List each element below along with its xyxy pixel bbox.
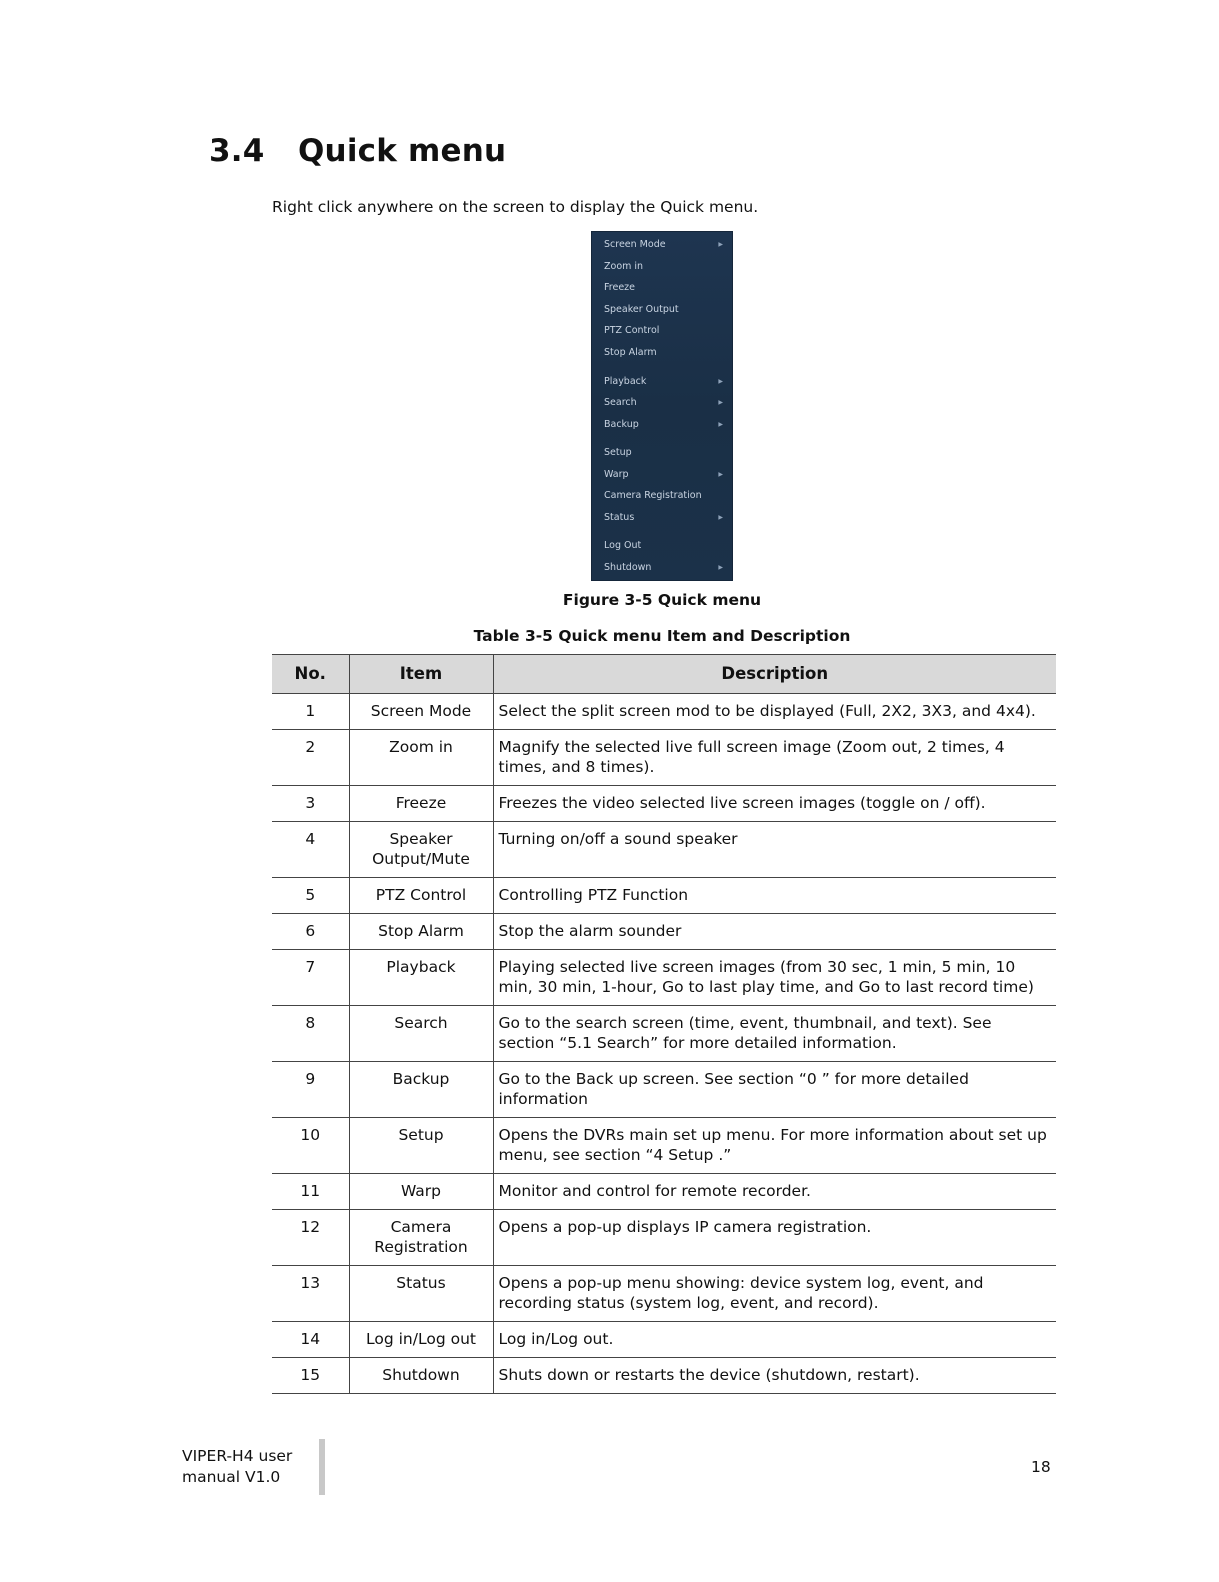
quick-menu-item xyxy=(604,417,727,433)
quick-menu-item-label: Camera Registration xyxy=(604,490,702,501)
quick-menu-item-label: Freeze xyxy=(604,282,635,293)
cell-description: Log in/Log out. xyxy=(493,1322,1056,1358)
cell-no: 15 xyxy=(272,1358,349,1394)
submenu-arrow-icon: ▶ xyxy=(718,564,723,571)
table-row xyxy=(272,950,1056,1006)
cell-item: Playback xyxy=(349,950,493,1006)
quick-menu-item xyxy=(604,445,727,461)
table-row xyxy=(272,694,1056,730)
table-row xyxy=(272,1266,1056,1322)
submenu-arrow-icon: ▶ xyxy=(718,421,723,428)
cell-description: Stop the alarm sounder xyxy=(493,914,1056,950)
table-header-row xyxy=(272,655,1056,694)
quick-menu-item-label: PTZ Control xyxy=(604,325,660,336)
submenu-arrow-icon: ▶ xyxy=(718,241,723,248)
cell-item: Search xyxy=(349,1006,493,1062)
cell-item: Screen Mode xyxy=(349,694,493,730)
quick-menu-item xyxy=(604,237,727,253)
quick-menu-item-label: Warp xyxy=(604,469,629,480)
cell-no: 5 xyxy=(272,878,349,914)
footer-doc-line1: VIPER-H4 user xyxy=(182,1447,293,1465)
table-row xyxy=(272,786,1056,822)
figure-caption: Figure 3-5 Quick menu xyxy=(562,591,762,609)
quick-menu-item-label: Log Out xyxy=(604,540,642,551)
header-item: Item xyxy=(349,655,493,694)
cell-no: 10 xyxy=(272,1118,349,1174)
cell-no: 2 xyxy=(272,730,349,786)
quick-menu-table xyxy=(272,654,1056,1394)
cell-description: Playing selected live screen images (from 30 sec, 1 min, 5 min, 10 min, 30 min, 1-hour, Go to last play time, and Go to last record time) xyxy=(493,950,1056,1006)
quick-menu-item-label: Zoom in xyxy=(604,261,644,272)
cell-description: Go to the search screen (time, event, thumbnail, and text). See section “5.1 Search” for more detailed information. xyxy=(493,1006,1056,1062)
cell-no: 14 xyxy=(272,1322,349,1358)
cell-description: Select the split screen mod to be displayed (Full, 2X2, 3X3, and 4x4). xyxy=(493,694,1056,730)
quick-menu-item-label: Speaker Output xyxy=(604,304,679,315)
quick-menu-item xyxy=(604,302,727,318)
table-row xyxy=(272,1062,1056,1118)
cell-no: 7 xyxy=(272,950,349,1006)
cell-item: Camera Registration xyxy=(349,1210,493,1266)
cell-item: Backup xyxy=(349,1062,493,1118)
quick-menu-item-label: Search xyxy=(604,397,637,408)
cell-description: Opens a pop-up menu showing: device system log, event, and recording status (system log, event, and record). xyxy=(493,1266,1056,1322)
cell-description: Controlling PTZ Function xyxy=(493,878,1056,914)
cell-description: Opens the DVRs main set up menu. For more information about set up menu, see section “4 Setup .” xyxy=(493,1118,1056,1174)
table-row xyxy=(272,1322,1056,1358)
quick-menu-item xyxy=(604,510,727,526)
cell-item: Zoom in xyxy=(349,730,493,786)
quick-menu-item xyxy=(604,323,727,339)
table-row xyxy=(272,914,1056,950)
cell-item: Freeze xyxy=(349,786,493,822)
cell-no: 1 xyxy=(272,694,349,730)
cell-item: Speaker Output/Mute xyxy=(349,822,493,878)
submenu-arrow-icon: ▶ xyxy=(718,514,723,521)
header-no: No. xyxy=(272,655,349,694)
table-row xyxy=(272,822,1056,878)
quick-menu-item-label: Stop Alarm xyxy=(604,347,657,358)
table-caption: Table 3-5 Quick menu Item and Description xyxy=(473,627,851,645)
quick-menu-item xyxy=(604,560,727,576)
section-number: 3.4 xyxy=(209,133,265,169)
submenu-arrow-icon: ▶ xyxy=(718,378,723,385)
table-row xyxy=(272,1118,1056,1174)
cell-item: Warp xyxy=(349,1174,493,1210)
cell-no: 12 xyxy=(272,1210,349,1266)
quick-menu-item-label: Screen Mode xyxy=(604,239,666,250)
cell-no: 9 xyxy=(272,1062,349,1118)
cell-item: Status xyxy=(349,1266,493,1322)
quick-menu-item xyxy=(604,280,727,296)
cell-no: 6 xyxy=(272,914,349,950)
quick-menu-item-label: Playback xyxy=(604,376,647,387)
submenu-arrow-icon: ▶ xyxy=(718,399,723,406)
cell-description: Shuts down or restarts the device (shutdown, restart). xyxy=(493,1358,1056,1394)
quick-menu-item xyxy=(604,538,727,554)
footer-divider xyxy=(319,1439,325,1495)
quick-menu-item xyxy=(604,488,727,504)
cell-description: Opens a pop-up displays IP camera registration. xyxy=(493,1210,1056,1266)
cell-no: 11 xyxy=(272,1174,349,1210)
cell-item: Setup xyxy=(349,1118,493,1174)
table-row xyxy=(272,1210,1056,1266)
cell-item: PTZ Control xyxy=(349,878,493,914)
table-row xyxy=(272,878,1056,914)
table-row xyxy=(272,730,1056,786)
cell-no: 4 xyxy=(272,822,349,878)
quick-menu-item-label: Backup xyxy=(604,419,639,430)
table-row xyxy=(272,1006,1056,1062)
quick-menu-item-label: Setup xyxy=(604,447,632,458)
cell-description: Monitor and control for remote recorder. xyxy=(493,1174,1056,1210)
table-row xyxy=(272,1358,1056,1394)
quick-menu-item xyxy=(604,345,727,361)
cell-description: Go to the Back up screen. See section “0 ” for more detailed information xyxy=(493,1062,1056,1118)
cell-description: Magnify the selected live full screen image (Zoom out, 2 times, 4 times, and 8 times). xyxy=(493,730,1056,786)
cell-no: 13 xyxy=(272,1266,349,1322)
cell-description: Freezes the video selected live screen images (toggle on / off). xyxy=(493,786,1056,822)
quick-menu-item-label: Status xyxy=(604,512,635,523)
quick-menu-item xyxy=(604,374,727,390)
quick-menu-item xyxy=(604,467,727,483)
cell-item: Log in/Log out xyxy=(349,1322,493,1358)
cell-no: 3 xyxy=(272,786,349,822)
quick-menu-item xyxy=(604,395,727,411)
cell-no: 8 xyxy=(272,1006,349,1062)
cell-description: Turning on/off a sound speaker xyxy=(493,822,1056,878)
footer-doc-title xyxy=(182,1446,292,1488)
quick-menu-screenshot xyxy=(591,231,733,581)
header-description: Description xyxy=(493,655,1056,694)
section-title: Quick menu xyxy=(298,133,507,169)
page-number: 18 xyxy=(1031,1458,1051,1476)
submenu-arrow-icon: ▶ xyxy=(718,471,723,478)
quick-menu-item-label: Shutdown xyxy=(604,562,652,573)
cell-item: Stop Alarm xyxy=(349,914,493,950)
footer-doc-line2: manual V1.0 xyxy=(182,1468,281,1486)
quick-menu-item xyxy=(604,259,727,275)
section-heading xyxy=(209,128,506,174)
table-row xyxy=(272,1174,1056,1210)
cell-item: Shutdown xyxy=(349,1358,493,1394)
intro-text: Right click anywhere on the screen to display the Quick menu. xyxy=(272,198,759,216)
